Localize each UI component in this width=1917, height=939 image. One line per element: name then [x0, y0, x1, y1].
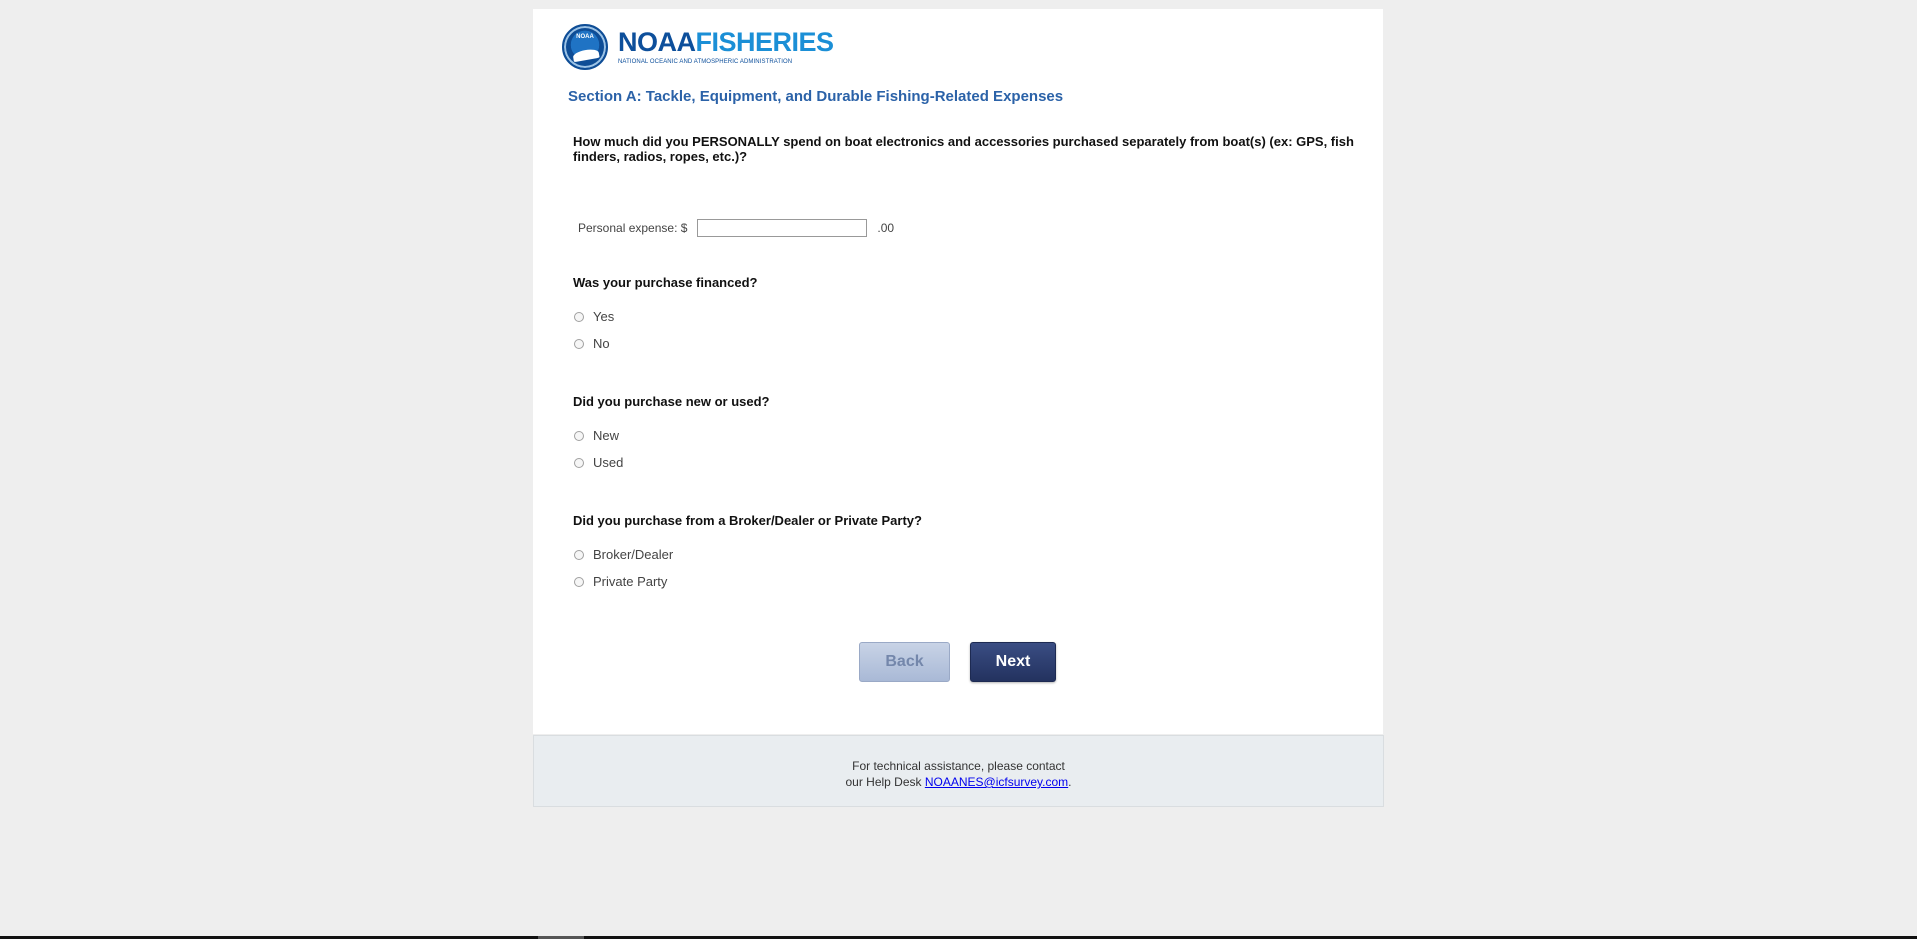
noaa-fisheries-logo — [562, 21, 834, 73]
radio-circle[interactable] — [574, 577, 584, 587]
radio-private-party[interactable] — [574, 574, 667, 589]
noaa-seal-icon — [562, 24, 608, 70]
radio-label: New — [593, 428, 620, 443]
radio-label: No — [593, 336, 610, 351]
footer — [533, 735, 1384, 807]
seal-text: NOAA — [576, 34, 594, 40]
next-button[interactable]: Next — [970, 642, 1056, 682]
personal-expense-label: Personal expense: $ — [578, 221, 688, 235]
logo-brand-accent: FISHERIES — [695, 27, 834, 57]
back-button[interactable]: Back — [859, 642, 950, 682]
footer-line2-suffix: . — [1068, 775, 1072, 789]
survey-card — [533, 9, 1383, 734]
radio-used[interactable] — [574, 455, 623, 470]
radio-label: Private Party — [593, 574, 668, 589]
personal-expense-input[interactable] — [697, 219, 867, 237]
radio-circle[interactable] — [574, 550, 584, 560]
radio-circle[interactable] — [574, 458, 584, 468]
question-broker-or-private: Did you purchase from a Broker/Dealer or Private Party? — [573, 513, 922, 528]
personal-expense-row — [578, 219, 894, 237]
radio-circle[interactable] — [574, 431, 584, 441]
radio-label: Broker/Dealer — [593, 547, 674, 562]
radio-circle[interactable] — [574, 312, 584, 322]
cents-suffix: .00 — [877, 221, 895, 235]
radio-no[interactable] — [574, 336, 610, 351]
help-desk-email-link[interactable]: NOAANES@icfsurvey.com — [924, 775, 1069, 789]
radio-label: Used — [593, 455, 624, 470]
logo-subtitle: NATIONAL OCEANIC AND ATMOSPHERIC ADMINISTRATION — [618, 59, 793, 65]
footer-line1: For technical assistance, please contact — [852, 759, 1065, 773]
radio-circle[interactable] — [574, 339, 584, 349]
section-title: Section A: Tackle, Equipment, and Durable Fishing-Related Expenses — [568, 88, 1064, 105]
question-financed: Was your purchase financed? — [573, 275, 758, 290]
radio-broker-dealer[interactable] — [574, 547, 673, 562]
question-boat-electronics: How much did you PERSONALLY spend on boat electronics and accessories purchased separately from boat(s) (ex: GPS, fish finders, radios, ropes, etc.)? — [573, 134, 1354, 164]
radio-label: Yes — [593, 309, 615, 324]
radio-yes[interactable] — [574, 309, 614, 324]
radio-new[interactable] — [574, 428, 619, 443]
question-new-or-used: Did you purchase new or used? — [573, 394, 770, 409]
footer-line2-prefix: our Help Desk — [845, 775, 922, 789]
logo-brand: NOAA — [618, 27, 696, 57]
footer-line2 — [534, 774, 1383, 790]
